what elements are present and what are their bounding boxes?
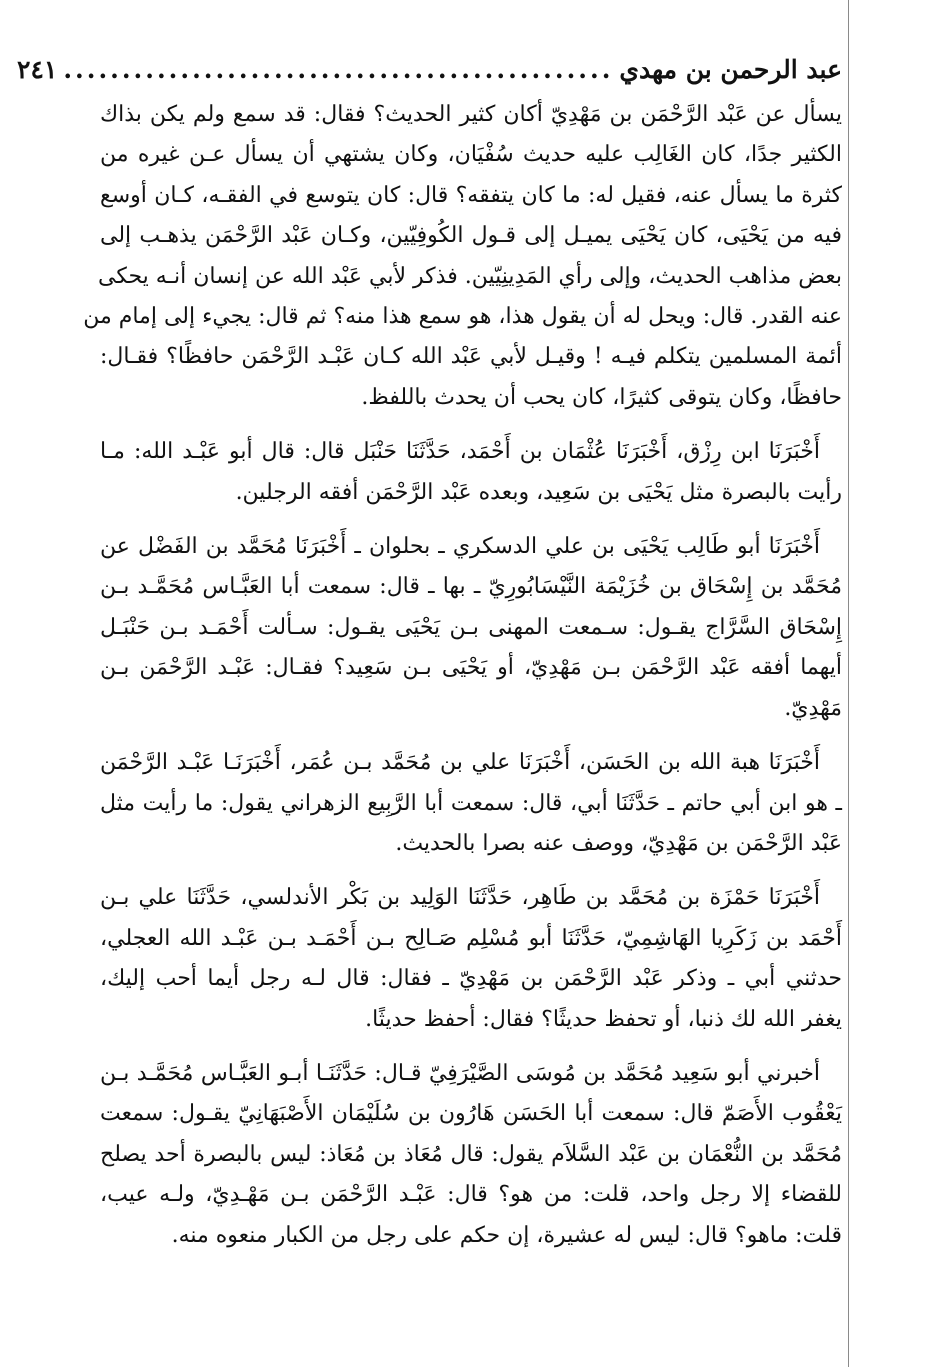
text-line: أَخْبَرَنَا حَمْزَة بن مُحَمَّد بن طَاهِر، حَدَّثَنَا الوَلِيد بن بَكْر الأندلسي، حَدَّثَنَا علي بـن [100, 885, 820, 911]
paragraph-gap [100, 513, 842, 527]
text-line: أيهما أفقه عَبْد الرَّحْمَن بـن مَهْدِيّ، أو يَحْيَى بـن سَعِيد؟ فقـال: عَبْـد الرَّحْمَن بـن [100, 655, 842, 681]
text-line: بعض مذاهب الحديث، وإلى رأي المَدِينِيّين. فذكر لأبي عَبْد الله عن إنسان أنـه يحكى [97, 263, 842, 289]
text-line: مُحَمَّد بن إِسْحَاق بن خُزَيْمَة النَّيْسَابُورِيّ ـ بها ـ قال: سمعت أبا العَبَّـاس مُحَمَّـد بـن [100, 574, 842, 600]
text-line: أَخْبَرَنَا هبة الله بن الحَسَن، أَخْبَرَنَا علي بن مُحَمَّد بـن عُمَر، أَخْبَرَنَـا عَبْـد الرَّحْمَن [100, 750, 820, 776]
text-line: للقضاء إلا رجل واحد، قلت: من هو؟ قال: عَبْـد الرَّحْمَن بـن مَهْـدِيّ، ولـه عيب، [100, 1182, 842, 1208]
text-line: قلت: ماهو؟ قال: ليس له عشيرة، إن حكم على رجل من الكبار منعوه منه. [171, 1222, 842, 1248]
paragraph [100, 1054, 842, 1256]
body-text [83, 95, 842, 1256]
text-line: رأيت بالبصرة مثل يَحْيَى بن سَعِيد، وبعده عَبْد الرَّحْمَن أفقه الرجلين. [235, 479, 842, 505]
header-leader-dots: ............................................... [63, 55, 614, 84]
running-header [17, 55, 842, 95]
text-line: مَهْدِيّ. [784, 695, 842, 721]
paragraph-gap [100, 729, 842, 743]
paragraph [83, 95, 842, 418]
text-line: عنه القدر. قال: ويحل له أن يقول هذا، هو سمع هذا منه؟ ثم قال: يجيء إلى إمام من [83, 304, 842, 330]
paragraph-gap [100, 864, 842, 878]
text-line: يَعْقُوب الأَصَمّ قال: سمعت أبا الحَسَن هَارُون بن سُلَيْمَان الأَصْبَهَانِيّ يقـول: سمعت [100, 1101, 842, 1127]
text-line: إِسْحَاق السَّرَّاج يقـول: سـمعت المهنى بـن يَحْيَى يقـول: سـألت أَحْمَـد بـن حَنْبَـل [100, 614, 842, 640]
paragraph [100, 878, 842, 1040]
text-line: أخبرني أبو سَعِيد مُحَمَّد بن مُوسَى الصَّيْرَفِيّ قـال: حَدَّثَنَـا أبـو العَبَّـاس مُحَمَّـد بـن [100, 1060, 820, 1086]
paragraph-gap [100, 1040, 842, 1054]
text-line: كثرة ما يسأل عنه، فقيل له: ما كان يتفقه؟ قال: كان يتوسع في الفقـه، كـان أوسع [100, 182, 842, 208]
text-line: عَبْد الرَّحْمَن بن مَهْدِيّ، ووصف عنه بصرا بالحديث. [395, 830, 842, 856]
text-line: الكثير جدًا، كان الغَالِب عليه حديث سُفْيَان، وكان يشتهي أن يسأل عـن غيره من [100, 142, 842, 168]
text-line: يسأل عن عَبْد الرَّحْمَن بن مَهْدِيّ أكان كثير الحديث؟ فقال: قد سمع ولم يكن بذاك [100, 102, 842, 127]
text-line: أئمة المسلمين يتكلم فيـه ! وقيـل لأبي عَبْد الله كـان عَبْـد الرَّحْمَن حافظًا؟ فقـال: [100, 344, 842, 370]
text-line: أَحْمَد بن زَكَرِيا الهَاشِمِيّ، حَدَّثَنَا أبو مُسْلِم صَـالِح بـن أَحْمَـد بـن عَبْـد الله العجلي، [100, 925, 842, 951]
text-line: مُحَمَّد بن النُّعْمَان بن عَبْد السَّلاَم يقول: قال مُعَاذ بن مُعَاذ: ليس بالبصرة أحد يصلح [100, 1141, 842, 1167]
text-line: أَخْبَرَنَا أبو طَالِب يَحْيَى بن علي الدسكري ـ بحلوان ـ أَخْبَرَنَا مُحَمَّد بن الفَضْل عن [100, 534, 820, 560]
header-title: عبد الرحمن بن مهدي [619, 55, 842, 84]
text-line: ـ هو ابن أبي حاتم ـ حَدَّثَنَا أبي، قال: سمعت أبا الرَّبِيع الزهراني يقول: ما رأيت مثل [100, 790, 842, 816]
page-edge-line [848, 0, 849, 1367]
text-line: أَخْبَرَنَا ابن رِزْق، أَخْبَرَنَا عُثْمَان بن أَحْمَد، حَدَّثَنَا حَنْبَل قال: قال أبو عَبْـد الله: مـا [100, 439, 820, 465]
text-line: يغفر الله لك ذنبا، أو تحفظ حديثًا؟ فقال: أحفظ حديثًا. [365, 1006, 842, 1032]
paragraph-gap [100, 418, 842, 432]
text-line: حافظًا، وكان يتوقى كثيرًا، كان يحب أن يحدث باللفظ. [361, 384, 842, 410]
text-line: حدثني أبي ـ وذكر عَبْد الرَّحْمَن بن مَهْدِيّ ـ فقال: قال لـه رجل أيما أحب إليك، [100, 966, 842, 992]
paragraph [100, 527, 842, 729]
document-page [17, 55, 842, 1256]
paragraph [100, 432, 842, 513]
page-number: ٢٤١ [17, 55, 58, 84]
text-line: فيه من يَحْيَى، كان يَحْيَى يميـل إلى قـول الكُوفِيّين، وكـان عَبْد الرَّحْمَن يذهـب إلى [100, 223, 842, 249]
paragraph [100, 743, 842, 864]
